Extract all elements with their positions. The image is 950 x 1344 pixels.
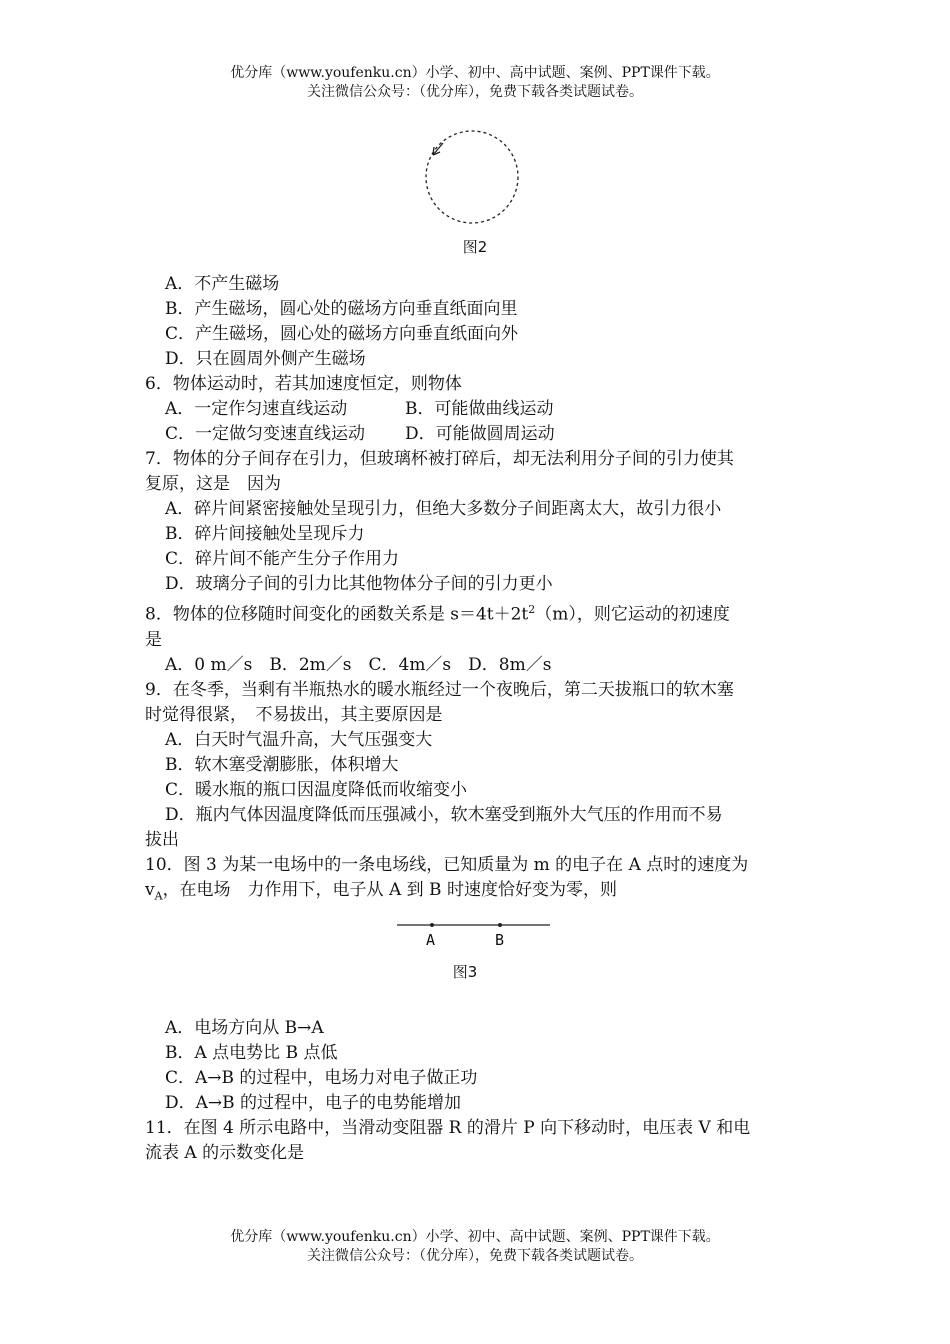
header-line-1: 优分库（www.youfenku.cn）小学、初中、高中试题、案例、PPT课件下载。 xyxy=(230,65,720,81)
footer-line-2: 关注微信公众号：（优分库），免费下载各类试题试卷。 xyxy=(307,1248,643,1264)
q9-stem-line1: 9．在冬季，当剩有半瓶热水的暖水瓶经过一个夜晚后，第二天拔瓶口的软木塞 xyxy=(145,679,734,700)
q9-option-b: B．软木塞受潮膨胀，体积增大 xyxy=(165,754,399,775)
q10-option-b: B．A 点电势比 B 点低 xyxy=(165,1043,338,1064)
q11-stem-line2: 流表 A 的示数变化是 xyxy=(145,1143,305,1164)
q6-options-cd xyxy=(145,422,810,447)
q9-option-c: C．暖水瓶的瓶口因温度降低而收缩变小 xyxy=(165,779,468,800)
page-footer xyxy=(0,1228,950,1266)
q10-option-a: A．电场方向从 B→A xyxy=(165,1018,324,1039)
q9-option-d-line2: 拔出 xyxy=(145,829,179,850)
q7-stem-line2: 复原，这是 因为 xyxy=(145,474,281,494)
q7-stem-line1: 7．物体的分子间存在引力，但玻璃杯被打碎后，却无法利用分子间的引力使其 xyxy=(145,449,734,469)
q7-option-b: B．碎片间接触处呈现斥力 xyxy=(165,524,365,544)
figure2-caption: 图2 xyxy=(462,238,488,256)
q6-stem: 6．物体运动时，若其加速度恒定，则物体 xyxy=(145,374,462,394)
q5-option-b: B．产生磁场，圆心处的磁场方向垂直纸面向里 xyxy=(165,299,518,319)
q8-stem-line1 xyxy=(145,597,810,628)
q10-option-d: D．A→B 的过程中，电子的电势能增加 xyxy=(165,1093,462,1114)
q8-options: A．0 m／s B．2m／s C．4m／s D．8m／s xyxy=(165,654,552,675)
q8-stem-line2: 是 xyxy=(145,629,162,650)
q9-option-d-line1: D．瓶内气体因温度降低而压强减小，软木塞受到瓶外大气压的作用而不易 xyxy=(165,804,723,825)
q10-stem-rest: ，在电场 力作用下，电子从 A 到 B 时速度恰好变为零，则 xyxy=(162,879,617,900)
q7-option-c: C．碎片间不能产生分子作用力 xyxy=(165,549,400,569)
header-line-2: 关注微信公众号：（优分库），免费下载各类试题试卷。 xyxy=(307,84,643,100)
figure3-field-line xyxy=(395,918,555,948)
figure3-caption: 图3 xyxy=(452,963,478,982)
question-content xyxy=(145,272,810,1166)
q11-stem-line1: 11．在图 4 所示电路中，当滑动变阻器 R 的滑片 P 向下移动时，电压表 V 和电 xyxy=(145,1118,751,1139)
q5-option-a: A．不产生磁场 xyxy=(165,274,280,294)
q9-stem-line2: 时觉得很紧， 不易拔出，其主要原因是 xyxy=(145,704,443,725)
figure2-circle-diagram xyxy=(415,125,530,230)
page-header xyxy=(0,64,950,102)
q6-option-d: D．可能做圆周运动 xyxy=(405,424,555,444)
q9-option-a: A．白天时气温升高，大气压强变大 xyxy=(165,729,433,750)
figure3-label-b: B xyxy=(495,931,505,950)
figure3-label-a: A xyxy=(426,931,436,950)
q8-stem-a: 8．物体的位移随时间变化的函数关系是 s＝4t＋2t xyxy=(145,604,529,625)
q7-option-d: D．玻璃分子间的引力比其他物体分子间的引力更小 xyxy=(165,574,553,594)
q6-options-ab xyxy=(145,397,810,422)
footer-line-1: 优分库（www.youfenku.cn）小学、初中、高中试题、案例、PPT课件下载。 xyxy=(230,1229,720,1245)
q5-option-c: C．产生磁场，圆心处的磁场方向垂直纸面向外 xyxy=(165,324,519,344)
q10-velocity-sub: A xyxy=(154,889,163,903)
q10-stem-line2 xyxy=(145,878,810,908)
q5-option-d: D．只在圆周外侧产生磁场 xyxy=(165,349,366,369)
figure3 xyxy=(145,908,810,1016)
q10-option-c: C．A→B 的过程中，电场力对电子做正功 xyxy=(165,1068,478,1089)
q10-velocity-v: v xyxy=(145,879,155,900)
q8-stem-b: （m），则它运动的初速度 xyxy=(535,604,730,625)
q7-option-a: A．碎片间紧密接触处呈现引力，但绝大多数分子间距离太大，故引力很小 xyxy=(165,499,722,519)
q6-option-c: C．一定做匀变速直线运动 xyxy=(165,424,366,444)
q8-stem-sup: 2 xyxy=(528,603,536,616)
q6-option-b: B．可能做曲线运动 xyxy=(405,399,554,419)
q10-stem-line1: 10．图 3 为某一电场中的一条电场线，已知质量为 m 的电子在 A 点时的速度为 xyxy=(145,854,749,875)
q6-option-a: A．一定作匀速直线运动 xyxy=(165,399,348,419)
